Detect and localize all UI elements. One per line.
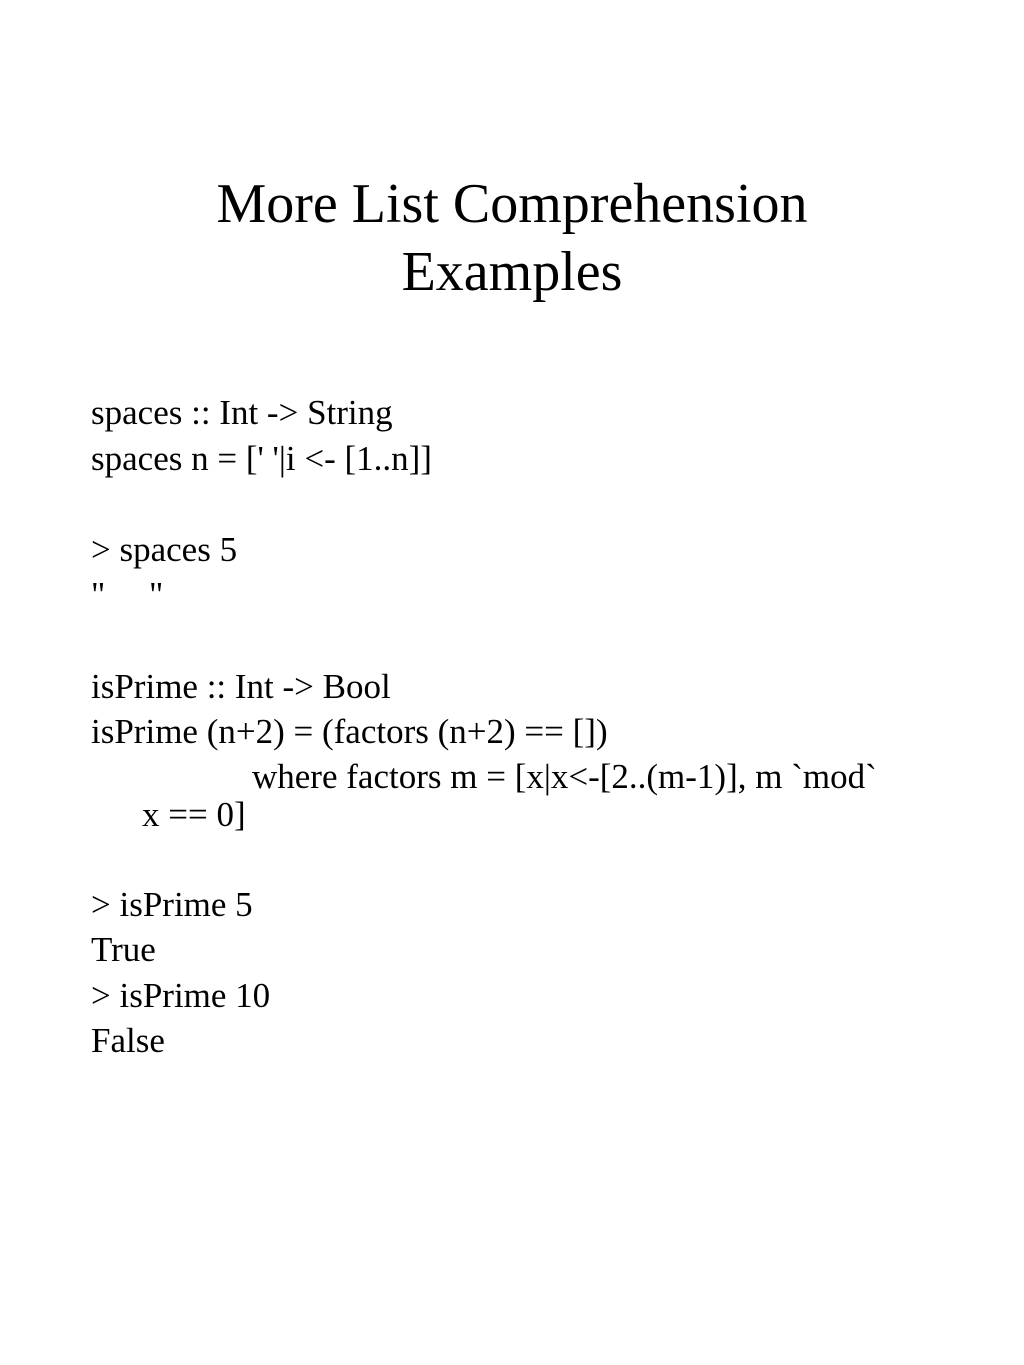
- isprime-definition: isPrime (n+2) = (factors (n+2) == []): [91, 712, 608, 751]
- isprime-result-5: True: [91, 930, 156, 969]
- spaces-result: " ": [91, 575, 164, 614]
- isprime-result-10: False: [91, 1021, 165, 1060]
- slide-title: [0, 170, 1024, 306]
- slide-title-line-1: More List Comprehension: [216, 173, 808, 235]
- isprime-type-signature: isPrime :: Int -> Bool: [91, 667, 391, 706]
- spaces-type-signature: spaces :: Int -> String: [91, 393, 393, 432]
- spaces-call: > spaces 5: [91, 530, 238, 569]
- isprime-where-clause: where factors m = [x|x<-[2..(m-1)], m `mod`: [252, 757, 877, 796]
- isprime-call-10: > isPrime 10: [91, 976, 271, 1015]
- isprime-call-5: > isPrime 5: [91, 885, 253, 924]
- isprime-where-continuation: x == 0]: [142, 795, 246, 834]
- spaces-definition: spaces n = [' '|i <- [1..n]]: [91, 439, 432, 478]
- slide-title-line-2: Examples: [401, 241, 623, 303]
